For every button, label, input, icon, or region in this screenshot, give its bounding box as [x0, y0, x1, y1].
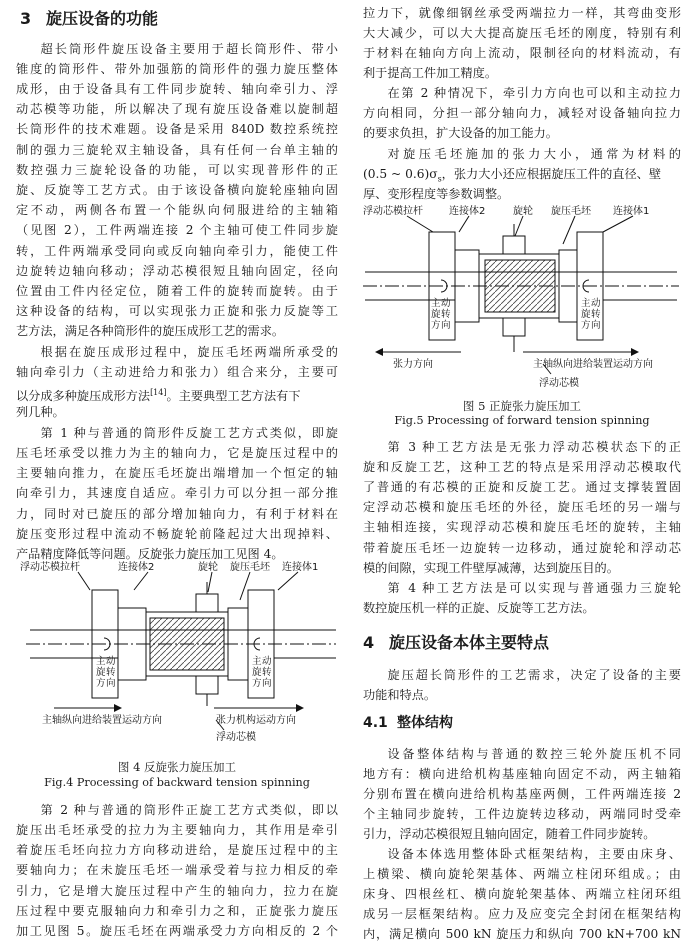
text-line: 了普通的有芯模的正旋和反旋工艺。通过支撑装置固	[363, 480, 681, 494]
text-line: 床身、四根丝杠、横向旋轮架基体、两端立柱闭环组	[363, 887, 681, 901]
label-blank: 旋压毛坯	[230, 562, 270, 573]
figure-5-caption-cn: 图 5 正旋张力旋压加工	[462, 399, 582, 413]
text-line: 模的间隙，实现工件壁厚减薄，达到旋压目的。	[363, 561, 619, 575]
text-line: 旋、反旋等工艺方式。由于该设备横向旋轮座轴向固	[16, 183, 338, 197]
text-line: 旋和反旋工艺，这种工艺的特点是采用浮动芯模取代	[363, 460, 681, 474]
text-line: 功能和特点。	[363, 688, 437, 702]
text-line: 利于提高工件加工精度。	[363, 66, 498, 80]
text-line: 边旋转边轴向移动；浮动芯模很短且轴向固定，径向	[16, 264, 338, 278]
text-line: 厚、变形程度等参数调整。	[363, 187, 510, 201]
label-roller: 旋轮	[513, 206, 533, 217]
text-line: 产品精度降低等问题。反旋张力旋压加工见图 4。	[16, 547, 284, 561]
text-line: 定不动，两侧各布置一个能纵向伺服进给的主轴箱	[16, 203, 338, 217]
leader-line	[515, 216, 523, 236]
text-line: 力，同时对已旋压的部分增加轴向力，有利于材料在	[16, 507, 338, 521]
text-line: 数控旋压机一样的正旋、反旋等工艺方法。	[363, 601, 595, 615]
text-line: 加工见图 5。旋压毛坯在两端承受力方向相反的 2 个	[16, 924, 338, 938]
text-line: 艺方法，满足各种筒形件的旋压成形工艺的需求。	[16, 324, 285, 338]
text-line: 内，满足横向 500 kN 旋压力和纵向 700 kN+700 kN	[363, 927, 681, 941]
text-line: 超长筒形件旋压设备主要用于超长筒形件、带小	[40, 42, 338, 56]
text-line: 转，工件两端承受同向或反向轴向牵引力，能使工件	[16, 244, 338, 258]
label-connector-2: 连接体2	[118, 562, 155, 573]
label-left-drive: 主动 旋转 方向	[431, 298, 451, 331]
tension-arrow-head	[375, 348, 383, 356]
text-line: 第 1 种与普通的筒形件反旋工艺方式类似，即旋	[40, 426, 338, 440]
leader-line	[407, 216, 433, 232]
text-line: 大大减少，可以大大提高旋压毛坯的刚度，特别有利	[363, 26, 681, 40]
text-line: 的要求负担，扩大设备的加工能力。	[363, 126, 558, 140]
leader-line	[208, 572, 212, 592]
label-right-drive: 主动 旋转 方向	[581, 298, 601, 331]
text-line: 第 3 种工艺方法是无张力浮动芯模状态下的正	[387, 440, 681, 454]
text-line: 压过程中要克服轴向力和牵引力之和，正旋张力旋压	[16, 904, 338, 918]
text-line: 成形，由于设备具有工件同步旋转、轴向牵引力、浮	[16, 82, 338, 96]
text-line: 引力，浮动芯模很短且轴向固定，随着工件同步旋转。	[363, 827, 656, 841]
label-feed-direction: 主轴纵向进给装置运动方向	[42, 715, 162, 726]
text-line: 带着旋压毛坯一边旋转一边移动，通过旋轮和浮动芯	[363, 541, 681, 555]
label-left-drive: 主动 旋转 方向	[96, 656, 116, 689]
text-line: 这种设备的结构，可以实现张力正旋和张力反旋等工	[16, 304, 338, 318]
subscript: s	[437, 174, 442, 184]
text-line: 锥度的筒形件、带外加强筋的筒形件的强力旋压整体	[16, 62, 338, 76]
text-line: 在第 2 种情况下，牵引力方向也可以和主动拉力	[387, 86, 681, 100]
label-blank: 旋压毛坯	[551, 206, 591, 217]
figure-4-diagram	[16, 560, 338, 748]
text-line: 上横梁、横向旋轮架基体、两端立柱闭环组成。；由	[363, 867, 681, 881]
label-connector-2: 连接体2	[449, 206, 486, 217]
text-line: 要轴向力；在未旋压毛坯一端承受着与拉力相反的牵	[16, 863, 338, 877]
section-4-1-heading	[363, 712, 453, 732]
text-line: 旋压变形过程中流动不畅旋轮前隆起过大出现掉料、	[16, 527, 338, 541]
text-line: 旋压出毛坯承受的拉力为主要轴向力，其作用是牵引	[16, 823, 338, 837]
text-line: 旋压超长筒形件的工艺需求，决定了设备的主要	[387, 668, 681, 682]
text-line: 引力，它是增大旋压过程中产生的轴向力，拉力在旋	[16, 884, 338, 898]
text-line: 主要轴向推力，在旋压毛坯旋出端增加一个恒定的轴	[16, 466, 338, 480]
section-3-heading	[20, 6, 158, 29]
text-line: 向牵引力，其速度自适应。牵引力可以分担一部分推	[16, 486, 338, 500]
feed-arrow-head	[114, 704, 122, 712]
section-title: 旋压设备的功能	[46, 9, 159, 28]
text-line: 个主轴同步旋转，工件边旋转边移动，两端同时受牵	[363, 807, 681, 821]
label-roller: 旋轮	[198, 562, 218, 573]
label-tension-direction: 张力机构运动方向	[216, 715, 296, 726]
leader-line	[563, 216, 575, 244]
section-number: 4	[363, 633, 375, 652]
text-line: 于材料在轴向方向上流动，限制径向的材料流动，有	[363, 46, 681, 60]
leader-line	[278, 572, 298, 590]
text-line: 方向相同，分担一部分轴向力，减轻对设备轴向拉力	[363, 106, 681, 120]
text-line: 第 4 种工艺方法是可以实现与普通强力三旋轮	[387, 581, 681, 595]
text-line: 第 2 种与普通的筒形件正旋工艺方式类似，即以	[40, 803, 338, 817]
label-mandrel: 浮动芯模	[539, 378, 579, 389]
text-line: 列几种。	[16, 405, 65, 419]
figure-5-caption-en: Fig.5 Processing of forward tension spinning	[394, 414, 650, 427]
text-line: 对旋压毛坯施加的张力大小，通常为材料的	[387, 147, 681, 161]
figure-4-caption-en: Fig.4 Processing of backward tension spinning	[44, 776, 310, 789]
roller-top	[196, 594, 218, 612]
label-mandrel: 浮动芯模	[216, 732, 256, 743]
roller-bottom	[503, 318, 525, 336]
leader-line	[78, 572, 90, 590]
text-line: 轴向牵引力（主动进给力和张力）组合来分，主要可	[16, 365, 338, 379]
roller-bottom	[196, 676, 218, 694]
text-run: 以分成多种旋压成形方法	[16, 389, 151, 404]
text-line: 设备本体选用整体卧式框架结构，主要由床身、	[387, 847, 681, 861]
text-line: 地方有：横向进给机构基座轴向固定不动，两主轴箱	[363, 767, 681, 781]
text-line: 数控强力三旋轮设备的功能，可以实现普形件的正	[16, 163, 338, 177]
text-line	[363, 165, 661, 184]
section-number: 4.1	[363, 715, 388, 731]
section-4-heading	[363, 630, 549, 653]
text-run: (0.5 ~ 0.6)σ	[363, 167, 438, 181]
section-title: 整体结构	[397, 715, 453, 731]
text-line: 位置由工件内径定位，随着工件的旋转而旋转。由于	[16, 284, 338, 298]
text-line: （见图 2），工件两端连接 2 个主轴可使工件同步旋	[16, 223, 338, 237]
text-run: ，张力大小还应根据旋压工件的直径、壁	[441, 167, 662, 181]
roller-top	[503, 236, 525, 254]
label-tension-direction: 张力方向	[393, 359, 433, 370]
text-run: 。主要典型工艺方法有下	[166, 389, 301, 404]
label-connector-1: 连接体1	[613, 206, 650, 217]
leader-line	[459, 216, 469, 232]
citation: [14]	[150, 388, 167, 397]
text-line: 设备整体结构与普通的数控三轮外旋压机不同	[387, 747, 681, 761]
label-mandrel-rod: 浮动芯模拉杆	[20, 562, 80, 573]
text-line: 主轴相连接，实现浮动芯模和旋压毛坯的旋转，主轴	[363, 520, 681, 534]
text-line: 制的强力三旋轮双主轴设备，具有任何一台单主轴的	[16, 143, 338, 157]
leader-line	[134, 572, 148, 590]
text-line: 成另一层框架结构。应力及应变完全封闭在框架结构	[363, 907, 681, 921]
tension-arrow-head	[296, 704, 304, 712]
figure-5-diagram	[363, 202, 681, 390]
feed-arrow-head	[631, 348, 639, 356]
section-title: 旋压设备本体主要特点	[389, 633, 550, 652]
leader-line	[603, 216, 633, 232]
text-line: 拉力下，就像细钢丝承受两端拉力一样，其弯曲变形	[363, 6, 681, 20]
label-right-drive: 主动 旋转 方向	[252, 656, 272, 689]
text-line	[16, 383, 301, 402]
label-connector-1: 连接体1	[282, 562, 319, 573]
text-line: 分别布置在横向进给机构基座两侧，工件两端连接 2	[363, 787, 681, 801]
text-line: 压毛坯承受以推力为主的轴向力，它是旋压过程中的	[16, 446, 338, 460]
section-number: 3	[20, 9, 32, 28]
label-feed-direction: 主轴纵向进给装置运动方向	[533, 359, 653, 370]
text-line: 定浮动芯模和旋压毛坯的外径，旋压毛坯的另一端与	[363, 500, 681, 514]
text-line: 长筒形件的技术难题。设备是采用 840D 数控系统控	[16, 122, 338, 136]
figure-4-caption-cn: 图 4 反旋张力旋压加工	[117, 760, 237, 774]
text-line: 着旋压毛坯向拉力方向移动进给，是旋压过程中的主	[16, 843, 338, 857]
text-line: 根据在旋压成形过程中，旋压毛坯两端所承受的	[40, 345, 338, 359]
text-line: 动芯模等功能，所以解决了现有旋压设备难以旋制超	[16, 102, 338, 116]
label-mandrel-rod: 浮动芯模拉杆	[363, 206, 423, 217]
